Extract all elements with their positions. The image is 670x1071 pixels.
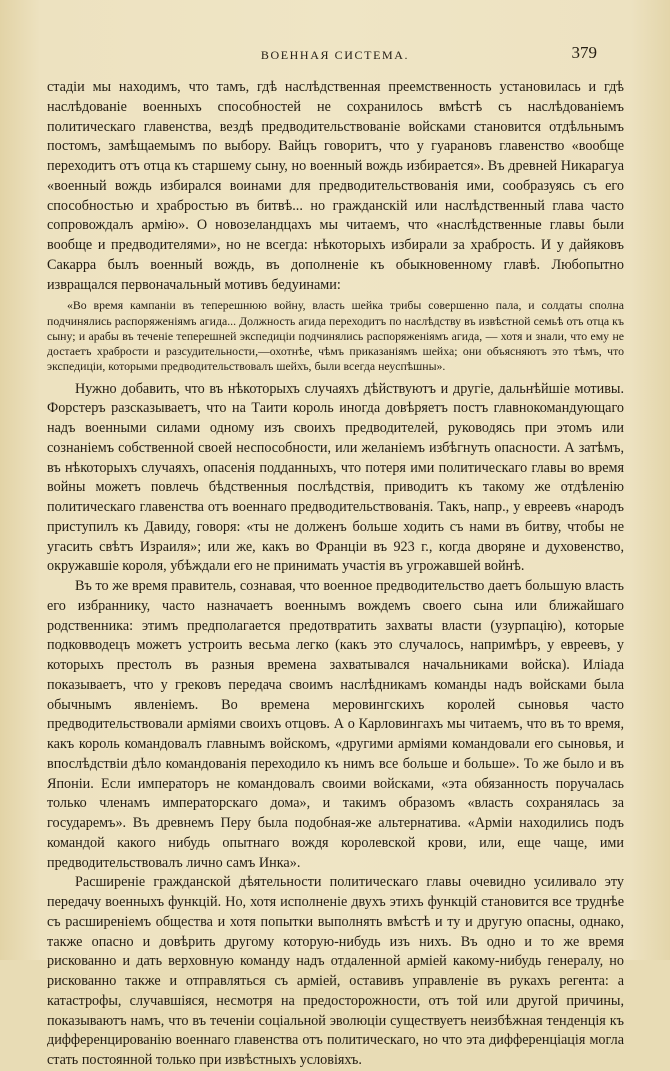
page-number: 379	[571, 43, 597, 62]
running-title: ВОЕННАЯ СИСТЕМА.	[260, 48, 410, 62]
page-body	[47, 78, 624, 1071]
paragraph: Расширеніе гражданской дѣятельности политическаго главы очевидно усиливало эту передачу военныхъ функцій. Но, хотя исполненіе двухъ этихъ функцій становится все труднѣе съ расширеніемъ общества и хотя попытки выполнять вмѣстѣ и ту и другую опасны, однако, также опасно и довѣрить другому которую-нибудь изъ нихъ. Въ одно и то же время рискованно и дать верховную команду надъ отдаленной арміей какому-нибудь генералу, но рискованно также и отправляться съ арміей, оставивъ управленіе въ рукахъ регента: а катастрофы, случавшіяся, несмотря на предосторожности, отъ той или другой причины, показываютъ намъ, что въ теченіи соціальной эволюціи существуетъ неизбѣжная тенденція къ дифференцированію военнаго главенства отъ политическаго, но что эта дифференціація могла стать постоянной только при извѣстныхъ условіяхъ.	[47, 874, 624, 1069]
paragraph: стадіи мы находимъ, что тамъ, гдѣ наслѣдственная преемственность установилась и гдѣ наслѣдованіе военныхъ способностей не сохранилось вмѣстѣ съ наслѣдованіемъ политическаго главенства, вездѣ предводительствованіе войсками становится отдѣльнымъ постомъ, замѣщаемымъ по выбору. Вайцъ говоритъ, что у гуарановъ главенство «вообще переходитъ отъ отца къ старшему сыну, но военный вождь избирается». Въ древней Никарагуа «военный вождь избирался воинами для предводительствованія ими, сообразуясь съ его способностью и храбростью въ битвѣ... но гражданскій или наслѣдственный глава часто сопровождалъ армію». О новозеландцахъ мы читаемъ, что «наслѣдственные главы были вообще и предводителями», но не всегда: нѣкоторыхъ избирали за храбрость. И у дайяковъ Сакарра былъ военный вождь, въ дополненіе къ обыкновенному главѣ. Любопытно извращался первоначальный мотивъ бедуинами:	[47, 79, 624, 293]
block-quote: «Во время кампаніи въ теперешнюю войну, власть шейка трибы совершенно пала, и солдаты сполна подчинялись распоряженіямъ агида... Должность агида переходитъ по наслѣдству въ извѣстной семьѣ отъ отца къ сыну; и арабы въ теченіе теперешней экспедиціи подчинялись распоряженіямъ агида, — хотя и знали, что ему не достаетъ храбрости и разсудительности,—охотнѣе, чѣмъ приказаніямъ шейха; они объясняютъ это тѣмъ, что экспедиціи, которыми предводительствовалъ шейхъ, были всегда неуспѣшны».	[47, 298, 624, 374]
paragraph: Въ то же время правитель, сознавая, что военное предводительство даетъ большую власть его избраннику, часто назначаетъ военнымъ вождемъ своего сына или ближайшаго родственника: этимъ предполагается предотвратить захваты власти (узурпацію), которые подковводецъ можетъ устроить весьма легко (какъ это случалось, напримѣръ, у евреевъ, у которыхъ престолъ въ разныя времена захватывался начальниками войска). Иліада показываетъ, что у грековъ передача своимъ наслѣдникамъ команды надъ войсками была обычнымъ явленіемъ. Во времена меровингскихъ королей сыновья часто предводительствовали арміями своихъ отцовъ. А о Карловингахъ мы читаемъ, что въ то время, какъ король командовалъ главнымъ войскомъ, «другими арміями командовали его сыновья, и впослѣдствіи дѣло командованія переходило къ нимъ все больше и больше». То же было и въ Японіи. Если императоръ не командовалъ своими войсками, «эта обязанность поручалась только членамъ императорскаго дома», и такимъ образомъ «власть сохранялась за государемъ». Въ древнемъ Перу была подобная-же альтернатива. «Арміи находились подъ командой какого нибудь опытнаго вождя королевской крови, или, еще чаще, ими предводительствовалъ лично самъ Инка».	[47, 578, 624, 871]
paragraph: Нужно добавить, что въ нѣкоторыхъ случаяхъ дѣйствуютъ и другіе, дальнѣйшіе мотивы. Форстеръ разсказываетъ, что на Таити король иногда довѣряетъ постъ главнокомандующаго надъ военными силами одному изъ своихъ предводителей, руководясь при этомъ или сознаніемъ собственной своей неспособности, или желаніемъ избѣгнуть опасности. А затѣмъ, въ нѣкоторыхъ случаяхъ, опасенія подданныхъ, что потеря ими политическаго главы во время войны можетъ повлечь бѣдственныя послѣдствія, приводитъ къ такому же отдѣленію политическаго главенства отъ военнаго предводительствованія. Такъ, напр., у евреевъ «народъ приступилъ къ Давиду, говоря: «ты не долженъ больше ходить съ нами въ битву, чтобы не угасить свѣтъ Израиля»; или же, какъ во Франціи въ 923 г., когда дворяне и духовенство, окружавшіе короля, убѣждали его не принимать участія въ угрожавшей войнѣ.	[47, 380, 624, 575]
page-header	[0, 44, 670, 68]
